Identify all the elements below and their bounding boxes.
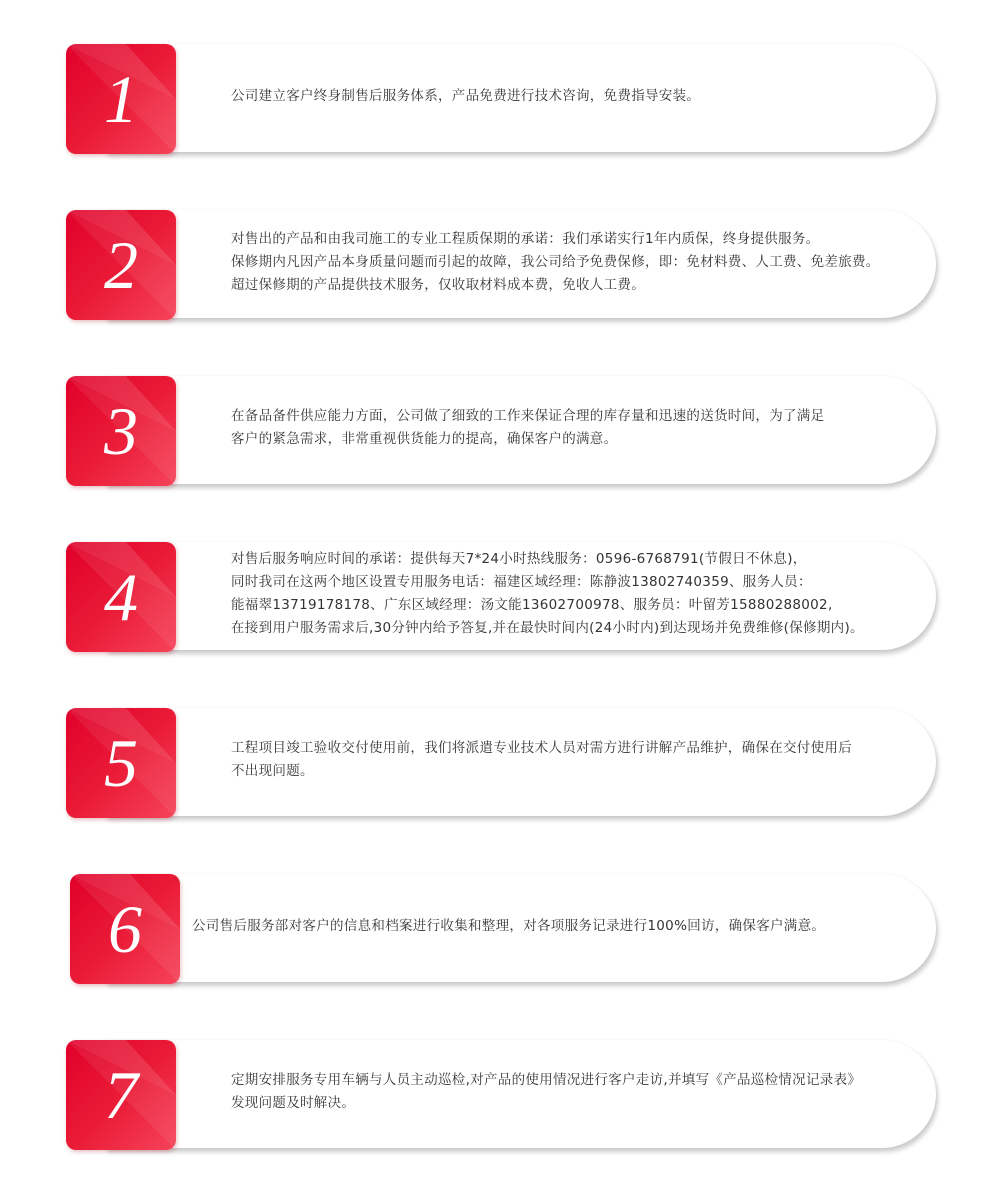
service-text	[231, 376, 932, 480]
service-text-line: 在备品备件供应能力方面，公司做了细致的工作来保证合理的库存量和迅速的送货时间，为了满足	[231, 408, 825, 424]
number-badge	[70, 874, 180, 984]
badge-number: 7	[104, 1057, 138, 1133]
service-item-4	[66, 542, 941, 654]
service-item-6	[70, 874, 941, 986]
number-badge	[66, 376, 176, 486]
service-text-line: 在接到用户服务需求后,30分钟内给予答复,并在最快时间内(24小时内)到达现场并免费维修(保修期内)。	[231, 620, 864, 636]
service-item-2	[66, 210, 941, 322]
service-text	[231, 44, 932, 148]
service-text-line: 公司建立客户终身制售后服务体系，产品免费进行技术咨询，免费指导安装。	[231, 87, 701, 104]
service-text	[231, 210, 932, 314]
service-text-line: 同时我司在这两个地区设置专用服务电话：福建区域经理：陈静波13802740359、服务人员：	[231, 574, 812, 590]
service-text-line: 客户的紧急需求，非常重视供货能力的提高，确保客户的满意。	[231, 431, 618, 447]
service-text-line: 不出现问题。	[231, 763, 314, 779]
number-badge	[66, 708, 176, 818]
service-text	[231, 542, 932, 646]
service-item-5	[66, 708, 941, 820]
number-badge	[66, 542, 176, 652]
service-text-line: 能福翠13719178178、广东区域经理：汤文能13602700978、服务员：叶留芳15880288002,	[231, 597, 833, 613]
service-item-1	[66, 44, 941, 156]
service-card	[106, 542, 936, 650]
service-card	[106, 708, 936, 816]
service-card	[106, 376, 936, 484]
service-text-line: 对售后服务响应时间的承诺：提供每天7*24小时热线服务：0596-6768791(节假日不休息)，	[231, 551, 807, 567]
service-text-line: 公司售后服务部对客户的信息和档案进行收集和整理，对各项服务记录进行100%回访，确保客户满意。	[192, 917, 826, 934]
number-badge	[66, 44, 176, 154]
service-text-line: 保修期内凡因产品本身质量问题而引起的故障，我公司给予免费保修，即：免材料费、人工费、免差旅费。	[231, 253, 880, 270]
service-card	[106, 1040, 936, 1148]
service-item-7	[66, 1040, 941, 1152]
service-text	[192, 874, 932, 978]
badge-number: 1	[104, 61, 138, 137]
service-text-line: 工程项目竣工验收交付使用前，我们将派遣专业技术人员对需方进行讲解产品维护，确保在交付使用后	[231, 740, 852, 756]
service-text-line: 发现问题及时解决。	[231, 1095, 356, 1111]
service-card	[106, 210, 936, 318]
badge-number: 2	[104, 227, 138, 303]
badge-number: 6	[108, 891, 142, 967]
number-badge	[66, 1040, 176, 1150]
number-badge	[66, 210, 176, 320]
service-card	[106, 44, 936, 152]
service-item-3	[66, 376, 941, 488]
service-text	[231, 708, 932, 812]
badge-number: 5	[104, 725, 138, 801]
service-text-line: 定期安排服务专用车辆与人员主动巡检,对产品的使用情况进行客户走访,并填写《产品巡检情况记录表》	[231, 1072, 862, 1088]
service-text-line: 超过保修期的产品提供技术服务，仅收取材料成本费，免收人工费。	[231, 276, 645, 293]
badge-number: 4	[104, 559, 138, 635]
badge-number: 3	[104, 393, 138, 469]
service-text	[231, 1040, 932, 1144]
service-text-line: 对售出的产品和由我司施工的专业工程质保期的承诺：我们承诺实行1年内质保，终身提供服务。	[231, 230, 820, 247]
service-card	[106, 874, 936, 982]
